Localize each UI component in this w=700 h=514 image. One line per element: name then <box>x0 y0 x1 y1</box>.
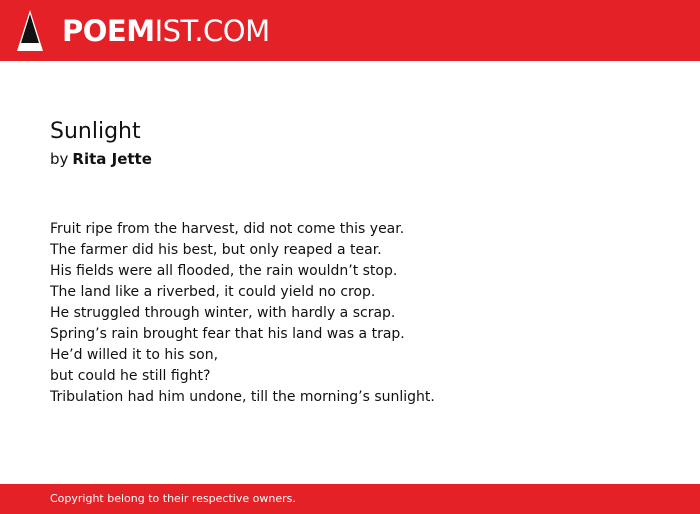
poem-line: Spring’s rain brought fear that his land was a trap. <box>50 326 405 342</box>
copyright-text: Copyright belong to their respective owners. <box>50 492 296 505</box>
author-name: Rita Jette <box>72 150 152 168</box>
by-label: by <box>50 150 69 168</box>
poem-line: The farmer did his best, but only reaped a tear. <box>50 242 382 258</box>
poem-line: Tribulation had him undone, till the morning’s sunlight. <box>50 389 435 405</box>
poem-body <box>50 219 435 408</box>
site-header <box>0 0 700 61</box>
poem-line: The land like a riverbed, it could yield no crop. <box>50 284 376 300</box>
byline <box>50 149 152 169</box>
poem-line: Fruit ripe from the harvest, did not come this year. <box>50 221 405 237</box>
brand-light: IST.COM <box>154 14 270 48</box>
brand-bold: POEM <box>62 14 155 48</box>
poem-title: Sunlight <box>50 119 141 144</box>
poem-line: He struggled through winter, with hardly a scrap. <box>50 305 396 321</box>
poem-line: His fields were all flooded, the rain wouldn’t stop. <box>50 263 398 279</box>
pencil-icon[interactable] <box>17 10 43 51</box>
poem-line: He’d willed it to his son, <box>50 347 219 363</box>
poem-line: but could he still fight? <box>50 368 211 384</box>
site-footer <box>0 484 700 514</box>
site-logo-text[interactable] <box>62 13 270 49</box>
